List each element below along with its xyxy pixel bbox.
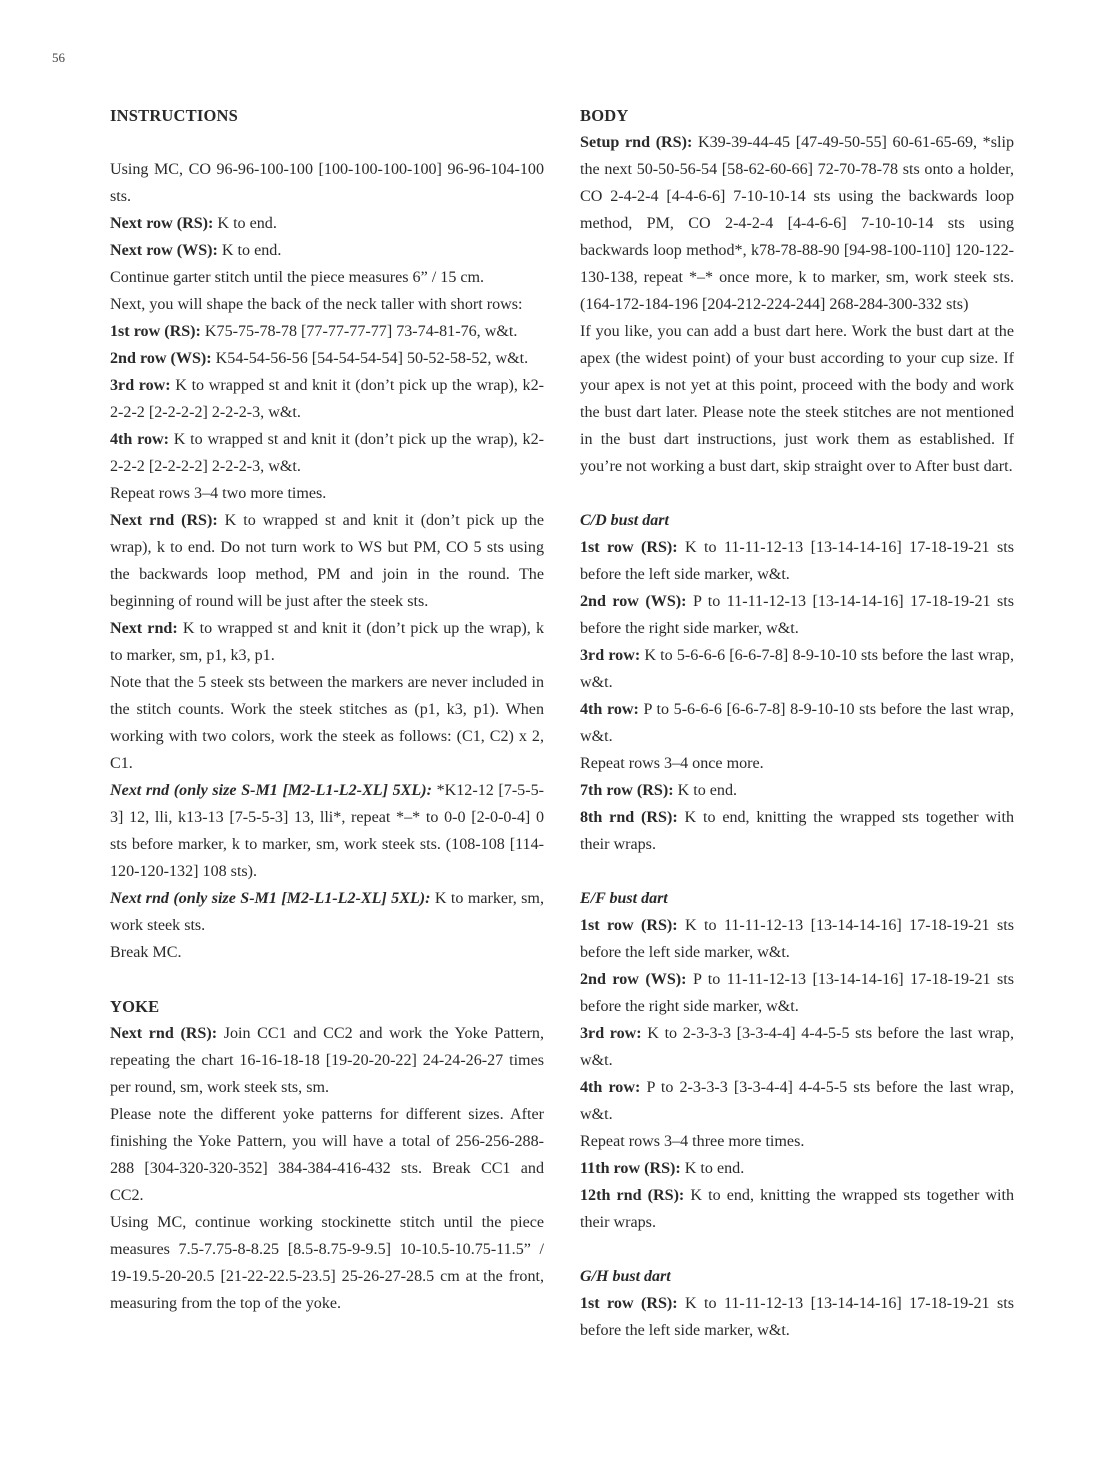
instructions-paragraphs [110,156,544,966]
subheading-gh-bust-dart: G/H bust dart [580,1268,671,1285]
instruction-text: Repeat rows 3–4 three more times. [580,1133,805,1150]
instruction-text: K to wrapped st and knit it (don’t pick up the wrap), k to end. Do not turn work to WS but PM, CO 5 sts using the backwards loop method, PM and join in the round. The beginning of round will be just after the steek sts. [110,512,544,610]
instruction-paragraph [580,1290,1014,1344]
instruction-label: 3rd row: [580,647,641,664]
instruction-paragraph [110,156,544,210]
instruction-text: K to 11-11-12-13 [13-14-14-16] 17-18-19-21 sts before the left side marker, w&t. [580,539,1014,583]
instruction-text: P to 2-3-3-3 [3-3-4-4] 4-4-5-5 sts before the last wrap, w&t. [580,1079,1014,1123]
instruction-text: K to end, knitting the wrapped sts together with their wraps. [580,1187,1015,1231]
left-column [110,102,544,1317]
instruction-label: 1st row (RS): [110,323,201,340]
instruction-paragraph [580,696,1014,750]
ef-bust-dart-paragraphs [580,912,1014,1236]
yoke-paragraphs [110,1020,544,1317]
instruction-text: If you like, you can add a bust dart here. Work the bust dart at the apex (the widest point) of your bust according to your cup size. If your apex is not yet at this point, proceed with the body and work the bust dart later. Please note the steek stitches are not mentioned in the bust dart instructions, just work them as established. If you’re not working a bust dart, skip straight over to After bust dart. [580,323,1014,475]
instruction-label: 12th rnd (RS): [580,1187,685,1204]
section-heading-instructions: INSTRUCTIONS [110,106,239,125]
instruction-text: K54-54-56-56 [54-54-54-54] 50-52-58-52, w&t. [211,350,529,367]
instruction-text: Next, you will shape the back of the neck taller with short rows: [110,296,523,313]
instruction-label: Setup rnd (RS): [580,134,693,151]
instruction-label: 1st row (RS): [580,917,678,934]
instruction-paragraph [580,534,1014,588]
instruction-paragraph [110,1209,544,1317]
instruction-text: K to 11-11-12-13 [13-14-14-16] 17-18-19-21 sts before the left side marker, w&t. [580,917,1014,961]
instruction-text: K to end. [673,782,738,799]
cd-bust-dart-paragraphs [580,534,1014,858]
instruction-text: K to wrapped st and knit it (don’t pick up the wrap), k2-2-2-2 [2-2-2-2] 2-2-2-3, w&t. [110,431,544,475]
instruction-paragraph [110,264,544,291]
instruction-label: 3rd row: [110,377,171,394]
instruction-label: Next rnd (RS): [110,512,218,529]
instruction-paragraph [580,1020,1014,1074]
section-heading-body: BODY [580,106,629,125]
instruction-paragraph [110,507,544,615]
instruction-text: K to end. [217,242,282,259]
instruction-paragraph [580,1074,1014,1128]
instruction-paragraph [110,885,544,939]
instruction-paragraph [110,237,544,264]
instruction-text: K to marker, sm, work steek sts. [110,890,544,934]
instruction-text: Please note the different yoke patterns for different sizes. After finishing the Yoke Pattern, you will have a total of 256-256-288-288 [304-320-320-352] 384-384-416-432 sts. Break CC1 and CC2. [110,1106,544,1204]
instruction-label: 2nd row (WS): [580,593,687,610]
instruction-label: 2nd row (WS): [580,971,687,988]
instruction-text: Join CC1 and CC2 and work the Yoke Pattern, repeating the chart 16-16-18-18 [19-20-20-22] 24-24-26-27 times per round, sm, work steek sts, sm. [110,1025,544,1096]
instruction-label: 7th row (RS): [580,782,674,799]
instruction-paragraph [580,642,1014,696]
instruction-paragraph [110,669,544,777]
subheading-ef-bust-dart: E/F bust dart [580,890,668,907]
instruction-paragraph [110,777,544,885]
body-paragraphs [580,129,1014,480]
instruction-text: K75-75-78-78 [77-77-77-77] 73-74-81-76, w&t. [200,323,518,340]
instruction-paragraph [580,1128,1014,1155]
instruction-label: 1st row (RS): [580,539,678,556]
instruction-text: P to 11-11-12-13 [13-14-14-16] 17-18-19-21 sts before the right side marker, w&t. [580,971,1014,1015]
instruction-label-italic: Next rnd (only size S-M1 [M2-L1-L2-XL] 5XL): [110,782,432,799]
instruction-paragraph [110,372,544,426]
instruction-text: Using MC, CO 96-96-100-100 [100-100-100-100] 96-96-104-100 sts. [110,161,544,205]
instruction-paragraph [110,318,544,345]
instruction-label: Next rnd (RS): [110,1025,218,1042]
instruction-paragraph [580,804,1014,858]
instruction-label: 4th row: [110,431,170,448]
instruction-text: K39-39-44-45 [47-49-50-55] 60-61-65-69, *slip the next 50-50-56-54 [58-62-60-66] 72-70-78-78 sts onto a holder, CO 2-4-2-4 [4-4-6-6] 7-10-10-14 sts using the backwards loop method, PM, CO 2-4-2-4 [4-4-6-6] 7-10-10-14 sts using backwards loop method*, k78-78-88-90 [94-98-100-110] 120-122-130-138, repeat *–* once more, k to marker, sm, work steek sts. (164-172-184-196 [204-212-224-244] 268-284-300-332 sts) [580,134,1014,313]
instruction-label-italic: Next rnd (only size S-M1 [M2-L1-L2-XL] 5XL): [110,890,431,907]
instruction-paragraph [110,1101,544,1209]
instruction-label: 1st row (RS): [580,1295,678,1312]
instruction-label: Next row (RS): [110,215,214,232]
instruction-text: Break MC. [110,944,182,961]
instruction-paragraph [110,615,544,669]
instruction-text: K to 5-6-6-6 [6-6-7-8] 8-9-10-10 sts before the last wrap, w&t. [580,647,1014,691]
instruction-text: Continue garter stitch until the piece measures 6” / 15 cm. [110,269,485,286]
instruction-paragraph [580,750,1014,777]
instruction-text: Repeat rows 3–4 two more times. [110,485,327,502]
instruction-label: 3rd row: [580,1025,642,1042]
instruction-text: Note that the 5 steek sts between the markers are never included in the stitch counts. Work the steek stitches as (p1, k3, p1). When working with two colors, work the steek as follows: (C1, C2) x 2, C1. [110,674,544,772]
instruction-paragraph [110,210,544,237]
instruction-paragraph [580,129,1014,318]
instruction-text: P to 5-6-6-6 [6-6-7-8] 8-9-10-10 sts before the last wrap, w&t. [580,701,1014,745]
instruction-text: K to 11-11-12-13 [13-14-14-16] 17-18-19-21 sts before the left side marker, w&t. [580,1295,1014,1339]
instruction-paragraph [580,318,1014,480]
instruction-text: K to 2-3-3-3 [3-3-4-4] 4-4-5-5 sts before the last wrap, w&t. [580,1025,1015,1069]
instruction-text: K to end. [213,215,277,232]
instruction-paragraph [580,1182,1014,1236]
instruction-label: Next rnd: [110,620,178,637]
instruction-text: K to wrapped st and knit it (don’t pick up the wrap), k2-2-2-2 [2-2-2-2] 2-2-2-3, w&t. [110,377,544,421]
instruction-text: *K12-12 [7-5-5-3] 12, lli, k13-13 [7-5-5-3] 13, lli*, repeat *–* to 0-0 [2-0-0-4] 0 sts before marker, k to marker, sm, work steek sts. (108-108 [114-120-120-132] 108 sts). [110,782,544,880]
instruction-paragraph [110,939,544,966]
section-heading-yoke: YOKE [110,997,160,1016]
instruction-paragraph [110,291,544,318]
instruction-label: 4th row: [580,1079,641,1096]
instruction-text: K to end, knitting the wrapped sts together with their wraps. [580,809,1014,853]
right-column [580,102,1014,1344]
instruction-label: 11th row (RS): [580,1160,681,1177]
instruction-text: Repeat rows 3–4 once more. [580,755,764,772]
instruction-paragraph [110,345,544,372]
instruction-text: K to end. [680,1160,745,1177]
instruction-label: 4th row: [580,701,639,718]
instruction-text: P to 11-11-12-13 [13-14-14-16] 17-18-19-21 sts before the right side marker, w&t. [580,593,1014,637]
instruction-paragraph [580,1155,1014,1182]
instruction-paragraph [110,1020,544,1101]
instruction-label: 2nd row (WS): [110,350,212,367]
instruction-paragraph [580,912,1014,966]
instruction-text: Using MC, continue working stockinette stitch until the piece measures 7.5-7.75-8-8.25 [8.5-8.75-9-9.5] 10-10.5-10.75-11.5” / 19-19.5-20-20.5 [21-22-22.5-23.5] 25-26-27-28.5 cm at the front, measuring from the top of the yoke. [110,1214,544,1312]
instruction-paragraph [580,777,1014,804]
instruction-text: K to wrapped st and knit it (don’t pick up the wrap), k to marker, sm, p1, k3, p1. [110,620,544,664]
page-number: 56 [52,50,65,65]
instruction-paragraph [580,966,1014,1020]
instruction-label: 8th rnd (RS): [580,809,678,826]
instruction-paragraph [110,426,544,480]
instruction-paragraph [110,480,544,507]
gh-bust-dart-paragraphs [580,1290,1014,1344]
instruction-label: Next row (WS): [110,242,218,259]
subheading-cd-bust-dart: C/D bust dart [580,512,669,529]
instruction-paragraph [580,588,1014,642]
